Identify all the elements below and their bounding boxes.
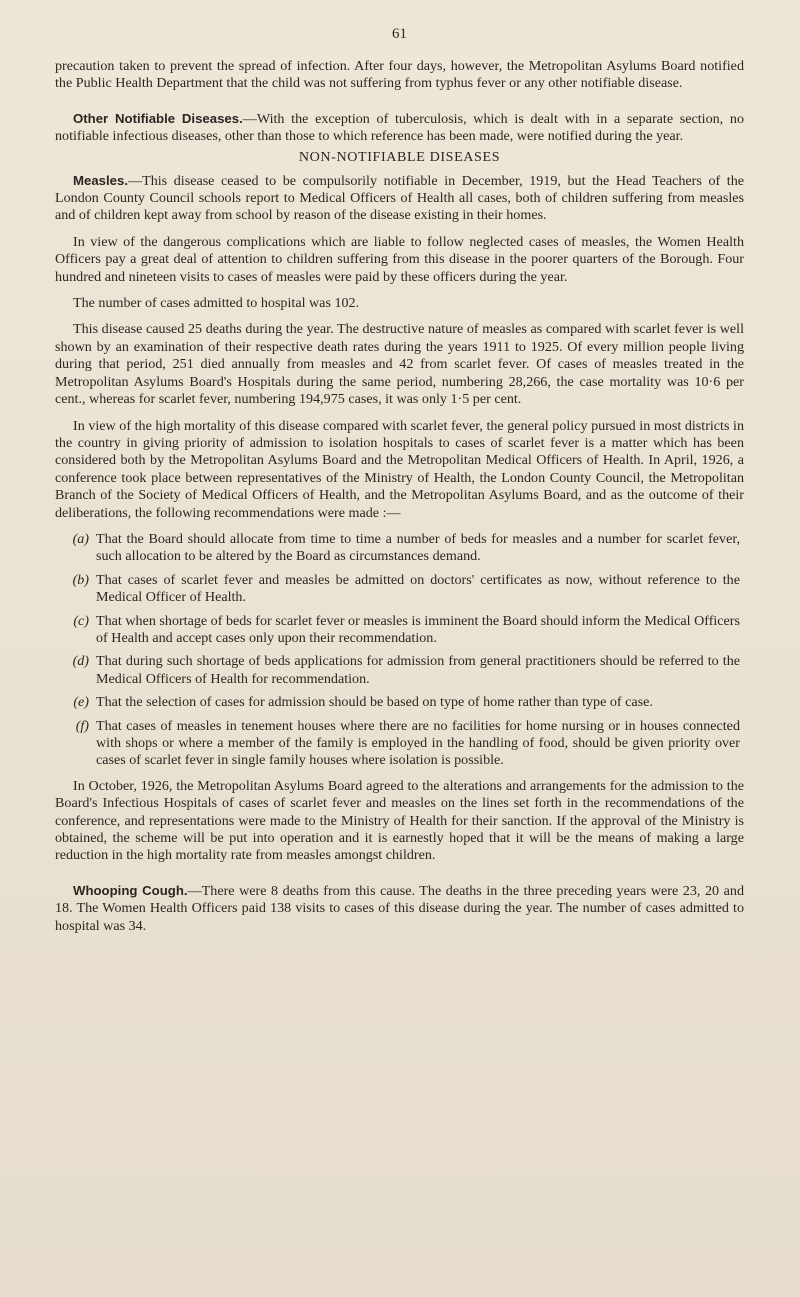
measles-para2: In view of the dangerous complications which are liable to follow neglected cases of measles, the Women Health Officers pay a great deal of attention to children suffering from this disease in the poorer quarters of the Borough. Four hundred and nineteen visits to cases of measles were paid by these officers during the year. bbox=[55, 233, 744, 285]
recommendation-marker: (f) bbox=[75, 717, 89, 734]
recommendation-item bbox=[55, 718, 744, 770]
recommendations-list bbox=[55, 531, 744, 770]
recommendation-text: That the Board should allocate from time to time a number of beds for measles and a number for scarlet fever, such allocation to be altered by the Board as circumstances demand. bbox=[96, 530, 740, 565]
recommendation-marker: (e) bbox=[73, 694, 89, 711]
measles-para5: In view of the high mortality of this disease compared with scarlet fever, the general policy pursued in most districts in the country in giving priority of admission to isolation hospitals to cases of scarlet fever is a matter which has been considered both by the Metropolitan Asylums Board and the Metropolitan Medical Officers of Health. In April, 1926, a conference took place between representatives of the Ministry of Health, the London County Council, the Metropolitan Branch of the Society of Medical Officers of Health, and the Metropolitan Asylums Board, and as the outcome of their deliberations, the following recommendations were made :— bbox=[55, 417, 744, 521]
other-notifiable-paragraph bbox=[55, 110, 744, 146]
measles-heading: Measles. bbox=[73, 172, 128, 188]
measles-para4: This disease caused 25 deaths during the year. The destructive nature of measles as compared with scarlet fever is well shown by an examination of their respective death rates during the years 1911 to 1925. Of every million people living during that period, 251 died annually from measles and 42 from scarlet fever. Of cases of measles treated in the Metropolitan Asylums Board's Hospitals during the same period, numbering 28,266, the case mortality was 10·6 per cent., whereas for scarlet fever, numbering 194,975 cases, it was only 1·5 per cent. bbox=[55, 321, 744, 408]
recommendation-marker: (c) bbox=[73, 612, 89, 629]
recommendation-item bbox=[55, 531, 744, 566]
recommendation-text: That cases of measles in tenement houses where there are no facilities for home nursing or in houses connected with shops or where a member of the family is employed in the handling of food, should be given priority over cases of scarlet fever in single family houses where isolation is possible. bbox=[96, 717, 740, 769]
recommendation-marker: (d) bbox=[72, 653, 89, 670]
recommendation-text: That cases of scarlet fever and measles be admitted on doctors' certificates as now, without reference to the Medical Officer of Health. bbox=[96, 571, 740, 606]
intro-paragraph: precaution taken to prevent the spread of infection. After four days, however, the Metropolitan Asylums Board notified the Public Health Department that the child was not suffering from typhus fever or any other notifiable disease. bbox=[55, 58, 744, 92]
recommendation-marker: (a) bbox=[72, 530, 89, 547]
recommendation-item bbox=[55, 653, 744, 688]
recommendation-item bbox=[55, 572, 744, 607]
recommendation-item bbox=[55, 694, 744, 711]
recommendation-text: That when shortage of beds for scarlet fever or measles is imminent the Board should inform the Medical Officers of Health and accept cases only upon their recommendation. bbox=[96, 612, 740, 646]
october-paragraph: In October, 1926, the Metropolitan Asylums Board agreed to the alterations and arrangements for the admission to the Board's Infectious Hospitals of cases of scarlet fever and measles on the lines set forth in the recommendations of the conference, and representations were made to the Ministry of Health for their sanction. If the approval of the Ministry is obtained, the scheme will be put into operation and it is earnestly hoped that it will be the means of making a large reduction in the high mortality rate from measles amongst children. bbox=[55, 777, 744, 864]
recommendation-text: That during such shortage of beds applications for admission from general practitioners should be referred to the Medical Officers of Health for recommendation. bbox=[96, 653, 740, 687]
whooping-cough-heading: Whooping Cough. bbox=[73, 882, 188, 898]
page-number: 61 bbox=[392, 26, 407, 42]
recommendation-marker: (b) bbox=[72, 571, 89, 588]
whooping-cough-paragraph bbox=[55, 882, 744, 935]
recommendation-text: That the selection of cases for admission should be based on type of home rather than type of case. bbox=[96, 694, 653, 711]
recommendation-item bbox=[55, 613, 744, 648]
section-heading: NON-NOTIFIABLE DISEASES bbox=[298, 148, 501, 165]
other-notifiable-text: —With the exception of tuberculosis, which is dealt with in a separate section, no notifiable infectious diseases, other than those to which reference has been made, were notified during the year. bbox=[55, 110, 744, 145]
other-notifiable-heading: Other Notifiable Diseases. bbox=[73, 110, 243, 126]
measles-para3: The number of cases admitted to hospital was 102. bbox=[73, 295, 360, 312]
measles-paragraph bbox=[55, 172, 744, 225]
whooping-cough-text: —There were 8 deaths from this cause. The deaths in the three preceding years were 23, 20 and 18. The Women Health Officers paid 138 visits to cases of this disease during the year. The number of cases admitted to hospital was 34. bbox=[55, 882, 744, 934]
measles-text: —This disease ceased to be compulsorily notifiable in December, 1919, but the Head Teachers of the London County Council schools report to Medical Officers of Health all cases, both of children suffering from measles and of children kept away from school by reason of the disease existing in their homes. bbox=[55, 172, 744, 224]
